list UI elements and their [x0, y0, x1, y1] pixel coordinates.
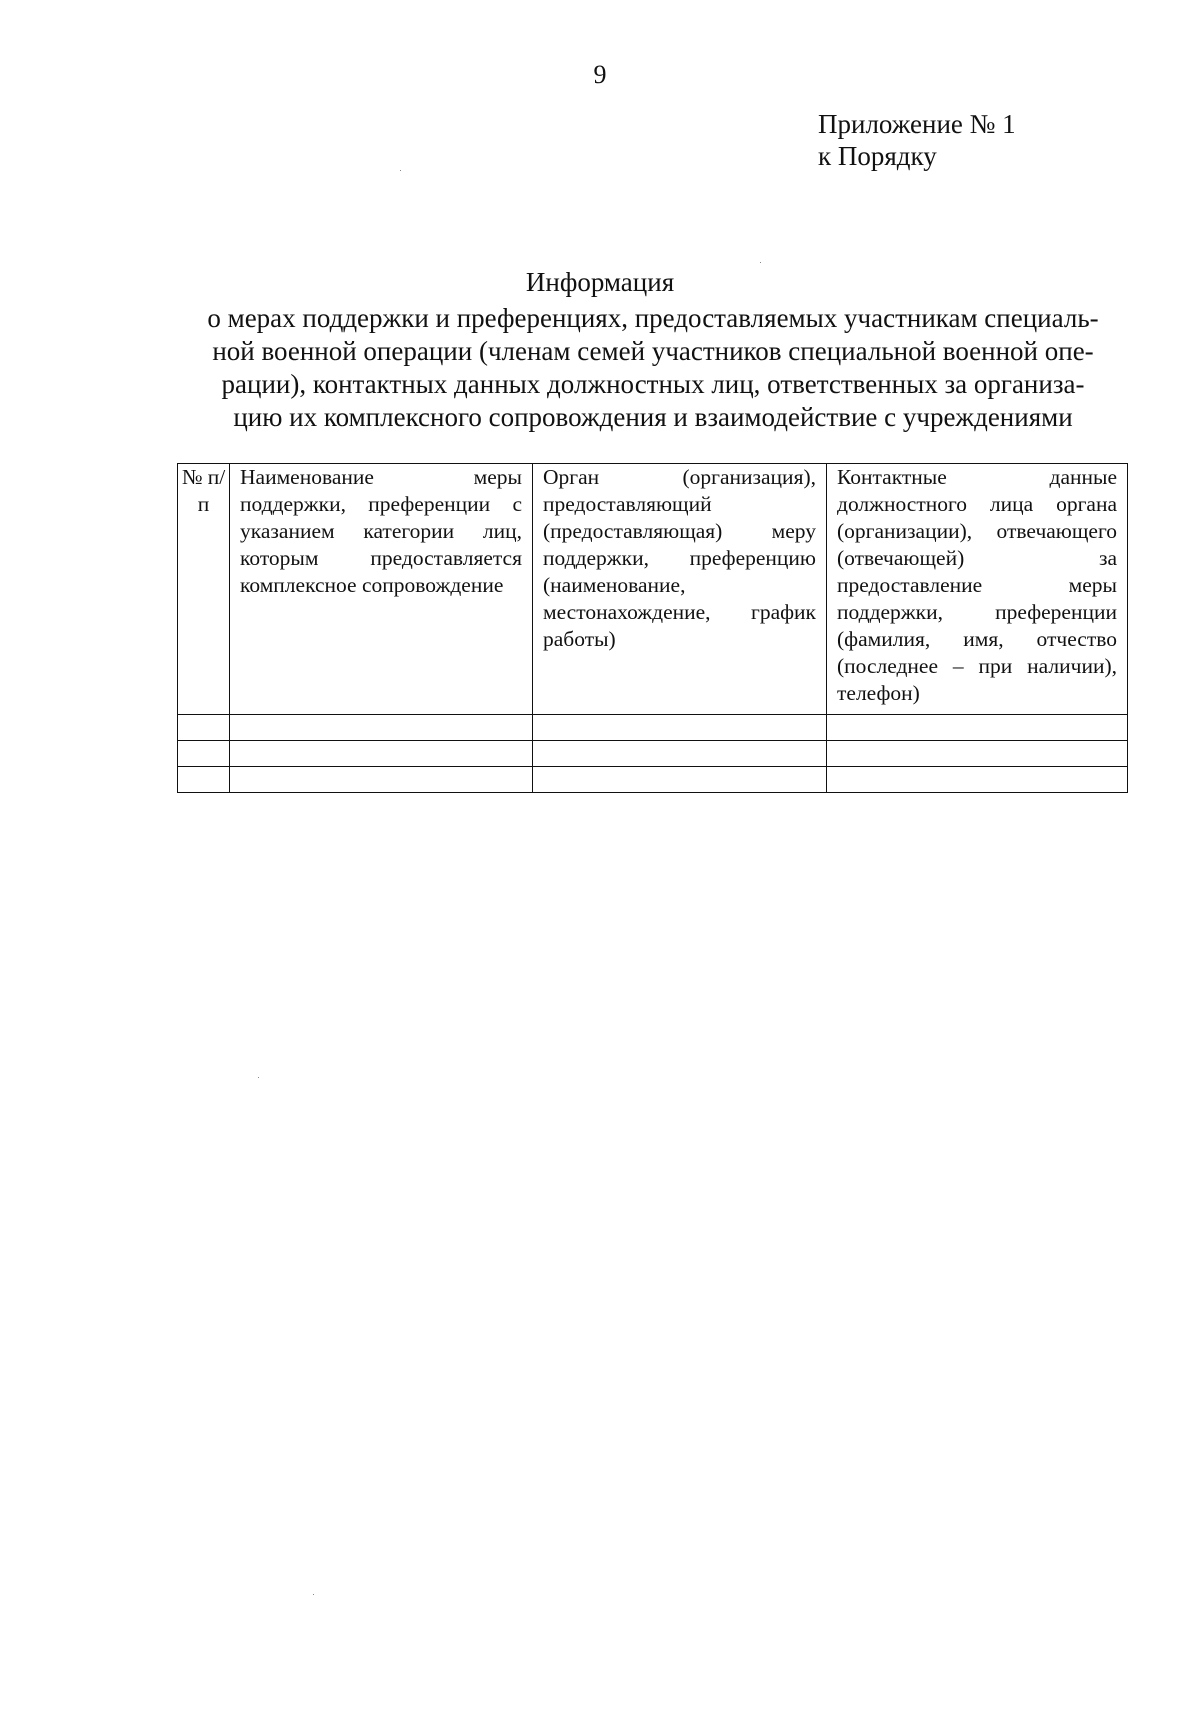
info-table — [177, 463, 1128, 793]
subtitle-line: рации), контактных данных должностных лиц, ответственных за организа- — [221, 369, 1085, 399]
document-subtitle — [185, 302, 1121, 434]
appendix-line-1: Приложение № 1 — [818, 109, 1016, 139]
table-cell — [178, 741, 230, 767]
table-cell — [827, 715, 1128, 741]
table-cell — [827, 741, 1128, 767]
subtitle-line: о мерах поддержки и преференциях, предоставляемых участникам специаль- — [207, 303, 1099, 333]
table-cell — [230, 767, 533, 793]
table-row — [178, 715, 1128, 741]
appendix-label — [818, 108, 1016, 172]
subtitle-line: цию их комплексного сопровождения и взаимодействие с учреждениями — [233, 402, 1073, 432]
table-header-row — [178, 464, 1128, 715]
scan-speck — [760, 262, 761, 263]
appendix-line-2: к Порядку — [818, 141, 937, 171]
table-row — [178, 741, 1128, 767]
scan-speck — [400, 170, 401, 171]
table-cell — [230, 741, 533, 767]
table-row — [178, 767, 1128, 793]
table-cell — [230, 715, 533, 741]
table-cell — [827, 767, 1128, 793]
document-title: Информация — [525, 267, 675, 297]
scan-speck — [258, 1077, 259, 1078]
header-organization: Орган (организация), предоставляющий (предоставляющая) меру поддержки, преференцию (наименование, местонахождение, график работы) — [533, 464, 827, 715]
scan-speck — [313, 1594, 314, 1595]
page-number: 9 — [593, 60, 607, 89]
header-number: № п/п — [178, 464, 230, 715]
table-cell — [178, 715, 230, 741]
table-cell — [178, 767, 230, 793]
table-cell — [533, 767, 827, 793]
header-contact: Контактные данные должностного лица органа (организации), отвечающего (отвечающей) за предоставление меры поддержки, преференции (фамилия, имя, отчество (последнее – при наличии), телефон) — [827, 464, 1128, 715]
subtitle-line: ной военной операции (членам семей участников специальной военной опе- — [212, 336, 1094, 366]
header-measure: Наименование меры поддержки, преференции с указанием категории лиц, которым предоставляется комплексное сопровождение — [230, 464, 533, 715]
table-cell — [533, 715, 827, 741]
table-cell — [533, 741, 827, 767]
